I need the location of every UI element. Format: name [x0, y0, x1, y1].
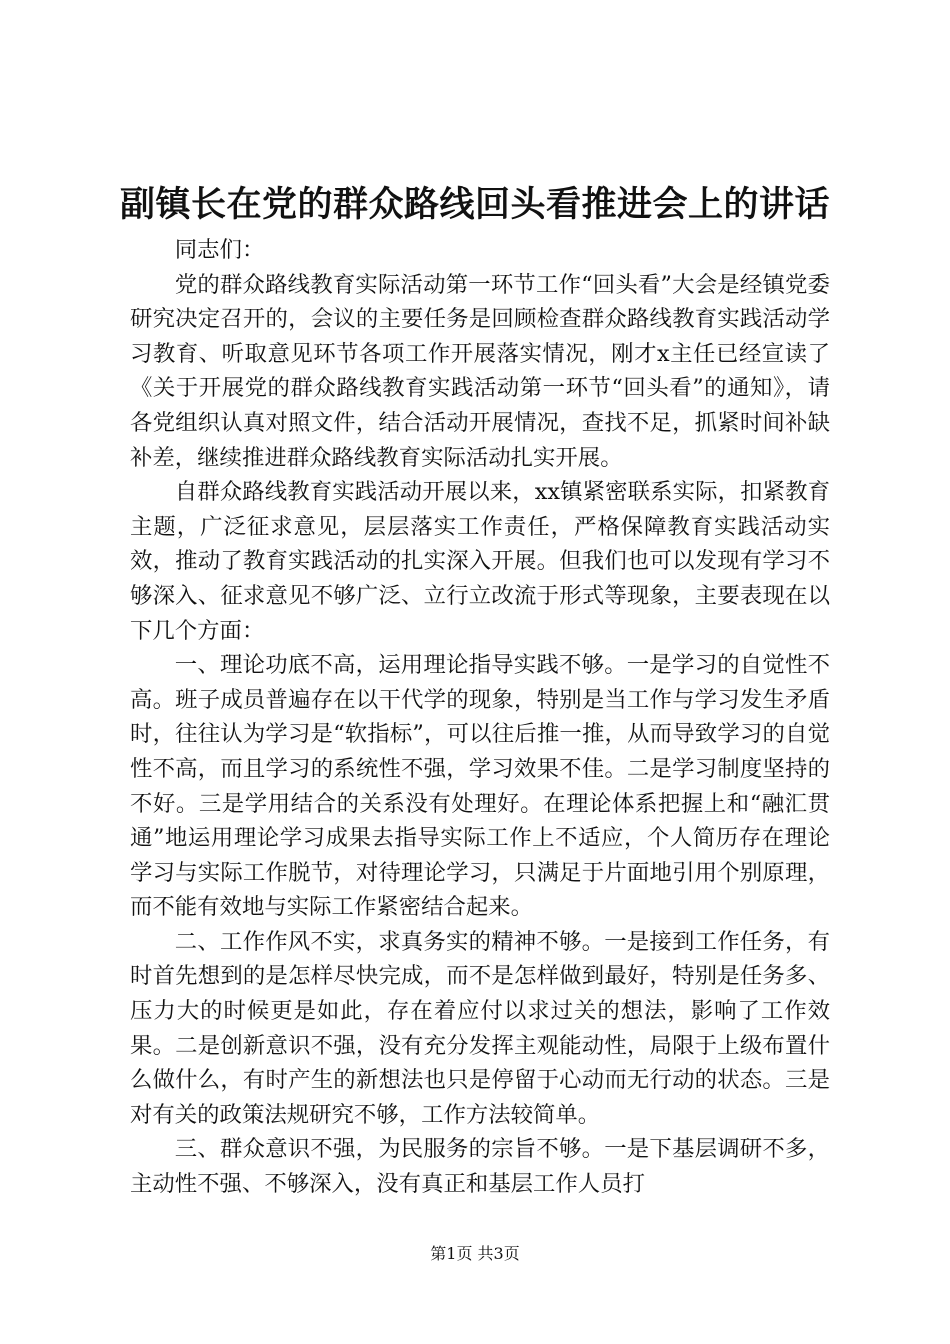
- salutation: 同志们：: [174, 237, 265, 263]
- page-footer: 第1页 共3页: [430, 1244, 520, 1263]
- paragraph-point-three: 三、群众意识不强，为民服务的宗旨不够。一是下基层调研不多，主动性不强、不够深入，没有真正和基层工作人员打: [130, 1136, 830, 1198]
- paragraph-point-one: 一、理论功底不高，运用理论指导实践不够。一是学习的自觉性不高。班子成员普遍存在以干代学的现象，特别是当工作与学习发生矛盾时，往往认为学习是“软指标”，可以往后推一推，从而导致学习的自觉性不高，而且学习的系统性不强，学习效果不佳。二是学习制度坚持的不好。三是学用结合的关系没有处理好。在理论体系把握上和“融汇贯通”地运用理论学习成果去指导实际工作上不适应，个人简历存在理论学习与实际工作脱节，对待理论学习，只满足于片面地引用个别原理，而不能有效地与实际工作紧密结合起来。: [130, 652, 830, 921]
- paragraph-intro: 党的群众路线教育实际活动第一环节工作“回头看”大会是经镇党委研究决定召开的，会议的主要任务是回顾检查群众路线教育实践活动学习教育、听取意见环节各项工作开展落实情况，刚才x主任已经宣读了《关于开展党的群众路线教育实践活动第一环节“回头看”的通知》，请各党组织认真对照文件，结合活动开展情况，查找不足，抓紧时间补缺补差，继续推进群众路线教育实际活动扎实开展。: [130, 271, 830, 471]
- paragraph-point-two: 二、工作作风不实，求真务实的精神不够。一是接到工作任务，有时首先想到的是怎样尽快完成，而不是怎样做到最好，特别是任务多、压力大的时候更是如此，存在着应付以求过关的想法，影响了工作效果。二是创新意识不强，没有充分发挥主观能动性，局限于上级布置什么做什么，有时产生的新想法也只是停留于心动而无行动的状态。三是对有关的政策法规研究不够，工作方法较简单。: [130, 928, 830, 1128]
- document-title: 副镇长在党的群众路线回头看推进会上的讲话: [119, 184, 830, 225]
- document-body: [130, 233, 830, 1202]
- paragraph-overview: 自群众路线教育实践活动开展以来，xx镇紧密联系实际，扣紧教育主题，广泛征求意见，层层落实工作责任，严格保障教育实践活动实效，推动了教育实践活动的扎实深入开展。但我们也可以发现有学习不够深入、征求意见不够广泛、立行立改流于形式等现象，主要表现在以下几个方面：: [130, 479, 830, 644]
